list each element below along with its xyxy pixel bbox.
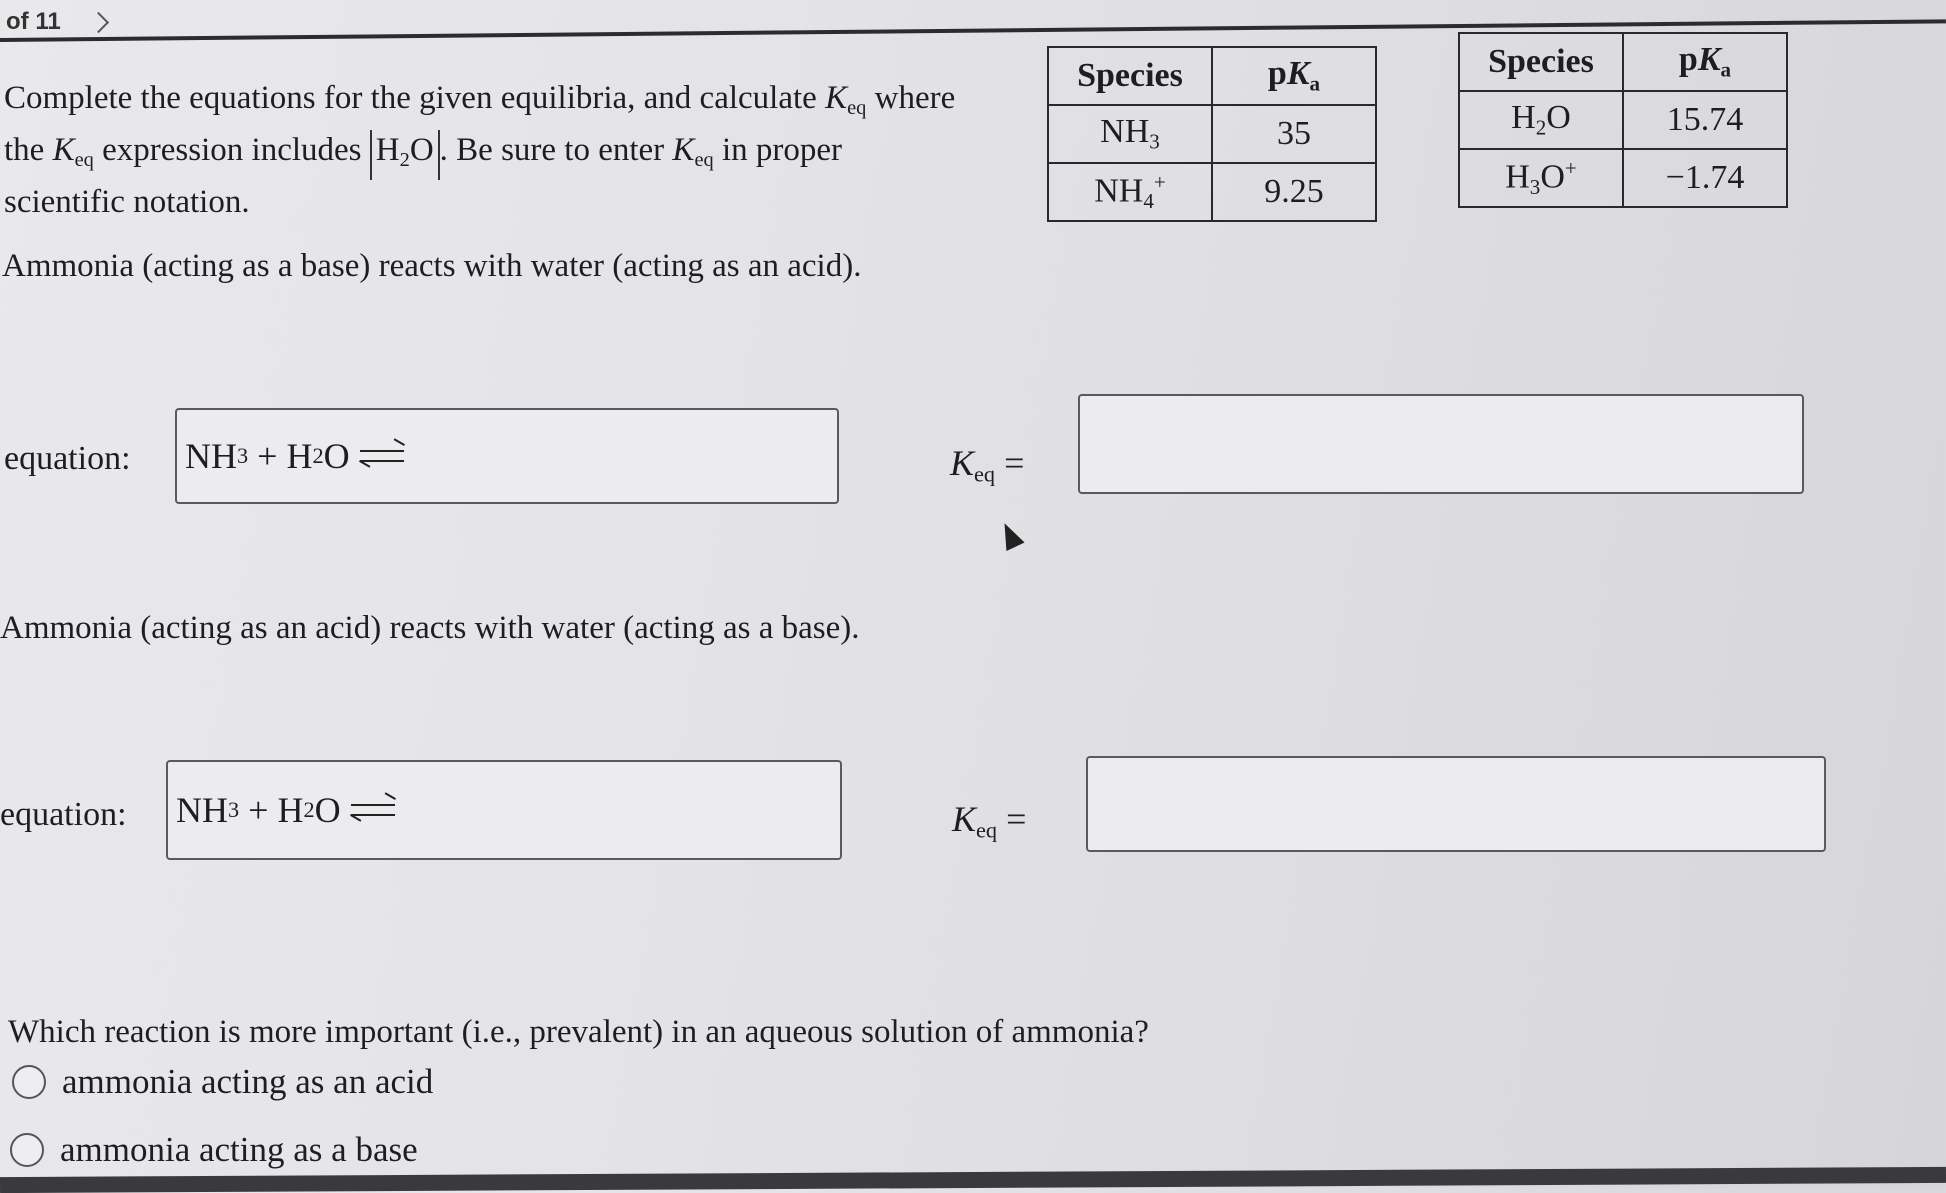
pka-table-ammonia [1047,46,1377,222]
pka-cell: −1.74 [1623,149,1787,207]
subscript: a [1720,57,1732,82]
p-symbol: p [1267,55,1287,93]
pka-cell: 9.25 [1212,163,1376,221]
keq-symbol: K [825,80,848,116]
superscript: + [1153,170,1166,195]
pka-table-water [1458,32,1788,208]
species: O [1540,158,1565,196]
part2-keq-label [952,798,1026,844]
chevron-right-icon[interactable] [88,11,109,32]
superscript: + [1564,156,1577,181]
reactant-ammonia: NH [185,436,237,476]
part2-prompt: Ammonia (acting as an acid) reacts with water (acting as a base). [0,610,860,646]
option-base[interactable] [10,1130,418,1170]
table-row [1048,163,1376,221]
water-concentration [370,130,440,180]
plus-water: + H [257,436,313,476]
subscript: 2 [399,149,410,172]
keq-symbol: K [52,132,75,168]
table-row [1459,91,1787,149]
keq-subscript: eq [694,149,714,172]
species-cell [1459,91,1623,149]
subscript: 3 [1529,174,1541,199]
part2-equation-input[interactable] [166,760,842,860]
pka-cell: 35 [1212,105,1376,163]
radio-button[interactable] [12,1065,46,1099]
question-text: Which reaction is more important (i.e., prevalent) in an aqueous solution of ammonia? [8,1014,1149,1050]
species-cell [1048,163,1212,221]
p-symbol: p [1678,41,1698,79]
bottom-edge [0,1167,1946,1193]
option-label: ammonia acting as a base [60,1130,418,1169]
option-label: ammonia acting as an acid [62,1062,434,1101]
keq-subscript: eq [847,97,867,120]
part1-keq-input[interactable] [1078,394,1804,494]
intro-text: where [874,80,956,116]
intro-text: expression includes [102,132,362,168]
k-symbol: K [1697,41,1721,79]
element-o: O [409,132,434,168]
element-o: O [314,790,341,830]
reactant-ammonia: NH [176,790,228,830]
equilibrium-arrow-icon [360,444,404,468]
mouse-cursor-icon [995,519,1024,551]
keq-symbol: K [672,132,695,168]
keq-symbol: K [952,799,977,839]
part1-equation-label: equation: [4,440,131,477]
species: NH [1100,113,1150,151]
table-header-pka [1212,47,1376,105]
keq-subscript: eq [974,461,996,487]
subscript: 2 [303,797,315,822]
subscript: 3 [1149,129,1160,154]
intro-text: the [4,132,45,168]
species: H [1505,158,1530,196]
keq-subscript: eq [74,149,94,172]
subscript: a [1309,71,1321,96]
part1-keq-label [950,442,1024,488]
species-cell [1048,105,1212,163]
subscript: 4 [1143,188,1154,213]
subscript: 2 [312,443,324,468]
part1-equation-input[interactable] [175,408,839,504]
page-indicator: of 11 [6,8,61,35]
pka-cell: 15.74 [1623,91,1787,149]
intro-line-3: scientific notation. [4,184,250,220]
option-acid[interactable] [12,1062,433,1102]
element-o: O [323,436,350,476]
species: NH [1094,172,1144,210]
species-cell [1459,149,1623,207]
plus-water: + H [248,790,304,830]
equilibrium-arrow-icon [351,798,395,822]
table-row [1048,105,1376,163]
table-row [1459,149,1787,207]
species: O [1546,99,1571,137]
equals-sign: = [1006,799,1027,839]
radio-button[interactable] [10,1133,44,1167]
subscript: 3 [237,443,249,468]
equals-sign: = [1004,443,1025,483]
subscript: 3 [228,797,240,822]
part2-keq-input[interactable] [1086,756,1826,852]
intro-text: in proper [721,132,843,168]
k-symbol: K [1286,55,1310,93]
table-header-species: Species [1459,33,1623,91]
part1-prompt: Ammonia (acting as a base) reacts with water (acting as an acid). [2,248,862,284]
keq-symbol: K [950,443,975,483]
page-nav [6,8,106,36]
part2-equation-label: equation: [0,796,127,833]
element-h: H [375,132,400,168]
table-header-species: Species [1048,47,1212,105]
table-header-pka [1623,33,1787,91]
species: H [1511,99,1536,137]
keq-subscript: eq [976,817,998,843]
intro-text: Complete the equations for the given equilibria, and calculate [4,80,817,116]
subscript: 2 [1535,115,1547,140]
intro-text: . Be sure to enter [439,132,665,168]
